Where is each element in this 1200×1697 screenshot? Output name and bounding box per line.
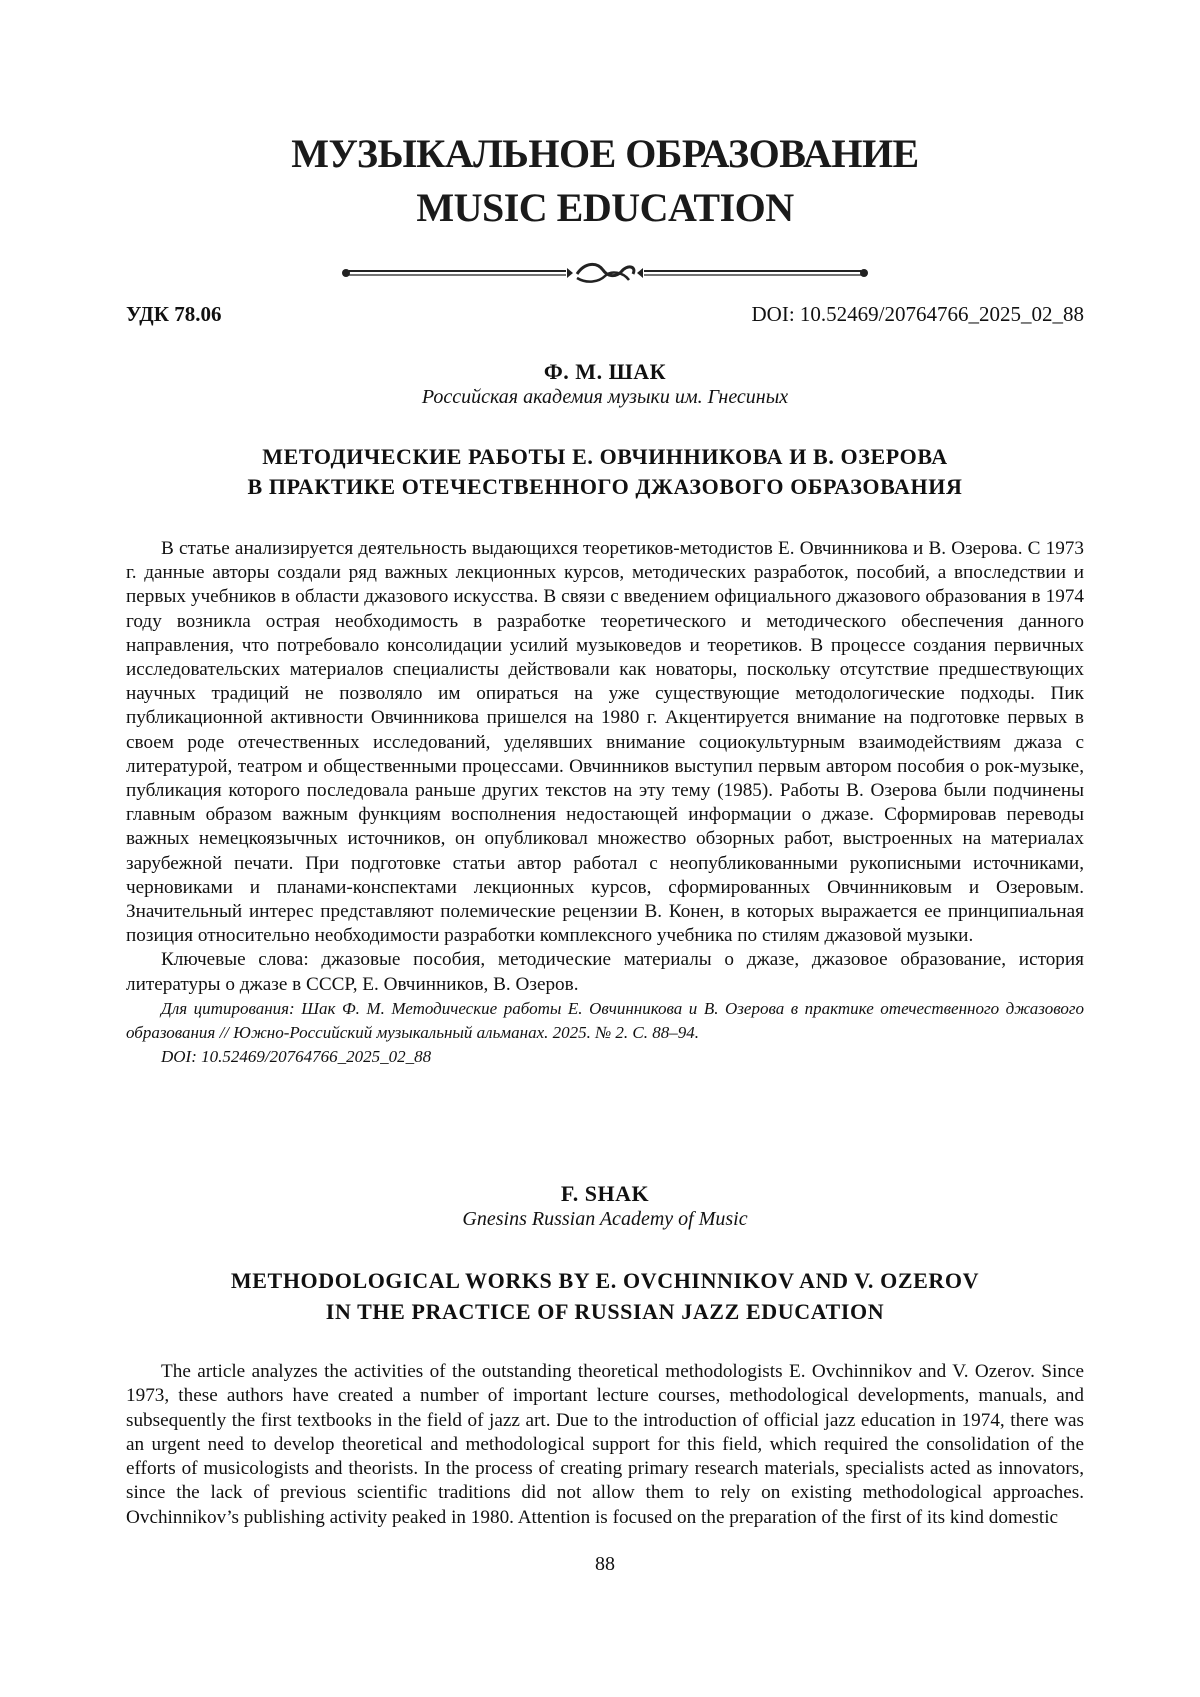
article-title-en-line1: METHODOLOGICAL WORKS BY E. OVCHINNIKOV AND V. OZEROV [230, 1268, 980, 1293]
citation-ru: Для цитирования: Шак Ф. М. Методические работы Е. Овчинникова и В. Озерова в практике отечественного джазового образования // Южно-Российский музыкальный альманах. 2025. № 2. С. 88–94. [126, 998, 1084, 1043]
affiliation-en: Gnesins Russian Academy of Music [462, 1208, 748, 1230]
affiliation-ru: Российская академия музыки им. Гнесиных [421, 386, 789, 408]
article-title-en-line2: IN THE PRACTICE OF RUSSIAN JAZZ EDUCATION [325, 1299, 885, 1324]
citation-doi-ru: DOI: 10.52469/20764766_2025_02_88 [161, 1047, 432, 1067]
article-title-ru-line2: В ПРАКТИКЕ ОТЕЧЕСТВЕННОГО ДЖАЗОВОГО ОБРАЗОВАНИЯ [247, 474, 963, 499]
meta-row [126, 302, 1084, 332]
section-title-ru: МУЗЫКАЛЬНОЕ ОБРАЗОВАНИЕ [291, 131, 919, 176]
page-number: 88 [595, 1553, 615, 1575]
abstract-ru-text: В статье анализируется деятельность выдающихся теоретиков-методистов Е. Овчинникова и В. Озерова. С 1973 г. данные авторы создали ряд важных лекционных курсов, методических разработок, пособий, а впоследствии и первых учебников в области джазового искусства. В связи с введением официального джазового образования в 1974 году возникла острая необходимость в разработке теоретического и методического обеспечения данного направления, что потребовало консолидации усилий музыковедов и теоретиков. В процессе создания первичных исследовательских материалов специалисты действовали как новаторы, поскольку отсутствие предшествующих научных традиций не позволяло им опираться на уже существующие методологические подходы. Пик публикационной активности Овчинникова пришелся на 1980 г. Акцентируется внимание на подготовке первых в своем роде отечественных исследований, уделявших внимание социокультурным взаимодействиям джаза с литературой, театром и общественными процессами. Овчинников выступил первым автором пособия о рок-музыке, публикация которого последовала раньше других текстов на эту тему (1985). Работы В. Озерова были подчинены главным образом важным функциям восполнения недостающей информации о джазе. Сформировав переводы важных немецкоязычных источников, он опубликовал множество обзорных работ, выстроенных на материалах зарубежной печати. При подготовке статьи автор работал с неопубликованными рукописными источниками, черновиками и планами-конспектами лекционных курсов, сформированных Овчинниковым и Озеровым. Значительный интерес представляют полемические рецензии В. Конен, в которых выражается ее принципиальная позиция относительно необходимости разработки комплексного учебника по стилям джазовой музыки. [126, 538, 1084, 947]
keywords-ru: Ключевые слова: джазовые пособия, методические материалы о джазе, джазовое образование, история литературы о джазе в СССР, Е. Овчинников, В. Озеров. [126, 949, 1084, 995]
decorative-divider-icon [341, 258, 869, 288]
abstract-en-text: The article analyzes the activities of the outstanding theoretical methodologists E. Ovchinnikov and V. Ozerov. Since 1973, these authors have created a number of important lecture courses, methodological developments, manuals, and subsequently the first textbooks in the field of jazz art. Due to the introduction of official jazz education in 1974, there was an urgent need to develop theoretical and methodological support for this field, which required the consolidation of the efforts of musicologists and theorists. In the process of creating primary research materials, specialists acted as innovators, since the lack of previous scientific traditions did not allow them to rely on existing methodological approaches. Ovchinnikov’s publishing activity peaked in 1980. Attention is focused on the preparation of the first of its kind domestic [126, 1361, 1084, 1528]
abstract-ru [126, 537, 1084, 1069]
doi-header: DOI: 10.52469/20764766_2025_02_88 [751, 302, 1084, 326]
udk-code: УДК 78.06 [126, 302, 222, 326]
abstract-en [126, 1360, 1084, 1530]
author-ru: Ф. М. ШАК [543, 359, 667, 384]
article-title-ru-line1: МЕТОДИЧЕСКИЕ РАБОТЫ Е. ОВЧИННИКОВА И В. ОЗЕРОВА [262, 444, 948, 469]
section-title-en: MUSIC EDUCATION [416, 185, 794, 230]
journal-page [126, 0, 1084, 1697]
author-en: F. SHAK [560, 1181, 650, 1206]
